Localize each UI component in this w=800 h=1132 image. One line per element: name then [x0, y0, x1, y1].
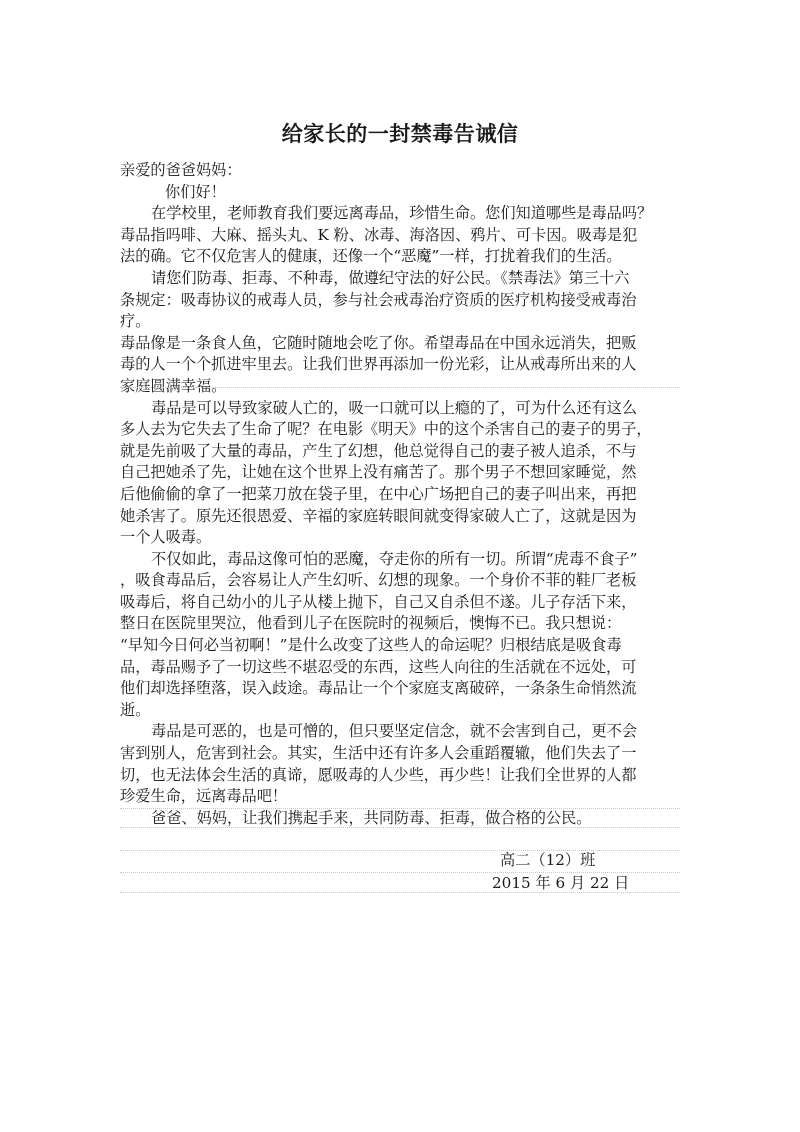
letter-body	[120, 160, 684, 829]
text-line: 爸爸、妈妈，让我们携起手来，共同防毒、拒毒，做合格的公民。	[151, 808, 592, 827]
text-line: 法的确。它不仅危害人的健康，还像一个“恶魔”一样，打扰着我们的生活。	[120, 247, 622, 266]
text-line: 毒品指吗啡、大麻、摇头丸、K 粉、冰毒、海洛因、鸦片、可卡因。吸毒是犯	[120, 225, 638, 244]
text-line: 毒品是可以导致家破人亡的，吸一口就可以上瘾的了，可为什么还有这么	[151, 398, 637, 417]
dotted-rule	[120, 827, 680, 828]
text-line: ，吸食毒品后，会容易让人产生幻听、幻想的现象。一个身价不菲的鞋厂老板	[120, 571, 637, 590]
signature-date: 2015 年 6 月 22 日	[492, 874, 630, 892]
text-line: 疗。	[120, 312, 151, 331]
text-line: 在学校里，老师教育我们要远离毒品，珍惜生命。您们知道哪些是毒品吗？	[151, 204, 653, 223]
salutation: 亲爱的爸爸妈妈：	[120, 161, 242, 179]
greeting: 你们好！	[165, 182, 226, 201]
text-line: 毒品是可恶的，也是可憎的，但只要坚定信念，就不会害到自己，更不会	[151, 722, 637, 741]
text-line: 品，毒品赐予了一切这些不堪忍受的东西，这些人向往的生活就在不远处，可	[120, 657, 637, 676]
text-line: 自己把她杀了先，让她在这个世界上没有痛苦了。那个男子不想回家睡觉，然	[120, 463, 637, 482]
text-line: 条规定：吸毒协议的戒毒人员，参与社会戒毒治疗资质的医疗机构接受戒毒治	[120, 290, 637, 309]
text-line: 毒的人一个个抓进牢里去。让我们世界再添加一份光彩，让从戒毒所出来的人	[120, 355, 637, 374]
text-line: 一个人吸毒。	[120, 528, 212, 547]
text-line: 逝。	[120, 700, 151, 719]
text-line: 害到别人，危害到社会。其实，生活中还有许多人会重蹈覆辙，他们失去了一	[120, 744, 637, 763]
text-line: 多人去为它失去了生命了呢？在电影《明天》中的这个杀害自己的妻子的男子，	[120, 420, 652, 439]
text-line: 就是先前吸了大量的毒品，产生了幻想，他总觉得自己的妻子被人追杀，不与	[120, 441, 637, 460]
text-line: 切，也无法体会生活的真谛，愿吸毒的人少些，再少些！让我们全世界的人都	[120, 765, 637, 784]
text-line: 整日在医院里哭泣，他看到儿子在医院时的视频后，懊悔不已。我只想说：	[120, 614, 622, 633]
dotted-rule	[120, 808, 680, 809]
text-line: 后他偷偷的拿了一把菜刀放在袋子里，在中心广场把自己的妻子叫出来，再把	[120, 484, 637, 503]
paragraph-lines	[120, 203, 684, 829]
text-line: 毒品像是一条食人鱼，它随时随地会吃了你。希望毒品在中国永远消失，把贩	[120, 333, 637, 352]
document-title: 给家长的一封禁毒告诫信	[281, 122, 519, 146]
text-line: 家庭圆满幸福。	[120, 376, 227, 395]
dotted-rule	[120, 387, 680, 388]
text-line: 吸毒后，将自己幼小的儿子从楼上抛下，自己又自杀但不遂。儿子存活下来，	[120, 592, 637, 611]
text-line: 他们却选择堕落，误入歧途。毒品让一个个家庭支离破碎，一条条生命悄然流	[120, 679, 637, 698]
text-line: 珍爱生命，远离毒品吧！	[120, 787, 288, 806]
text-line: “早知今日何必当初啊！”是什么改变了这些人的命运呢？归根结底是吸食毒	[120, 636, 622, 655]
text-line: 不仅如此，毒品这像可怕的恶魔，夺走你的所有一切。所谓“虎毒不食子”	[151, 549, 638, 568]
text-line: 请您们防毒、拒毒、不种毒，做遵纪守法的好公民。《禁毒法》第三十六	[151, 268, 630, 287]
text-line: 她杀害了。原先还很恩爱、辛福的家庭转眼间就变得家破人亡了，这就是因为	[120, 506, 637, 525]
dotted-rule	[120, 850, 680, 851]
signature-class: 高二（12）班	[500, 851, 596, 869]
